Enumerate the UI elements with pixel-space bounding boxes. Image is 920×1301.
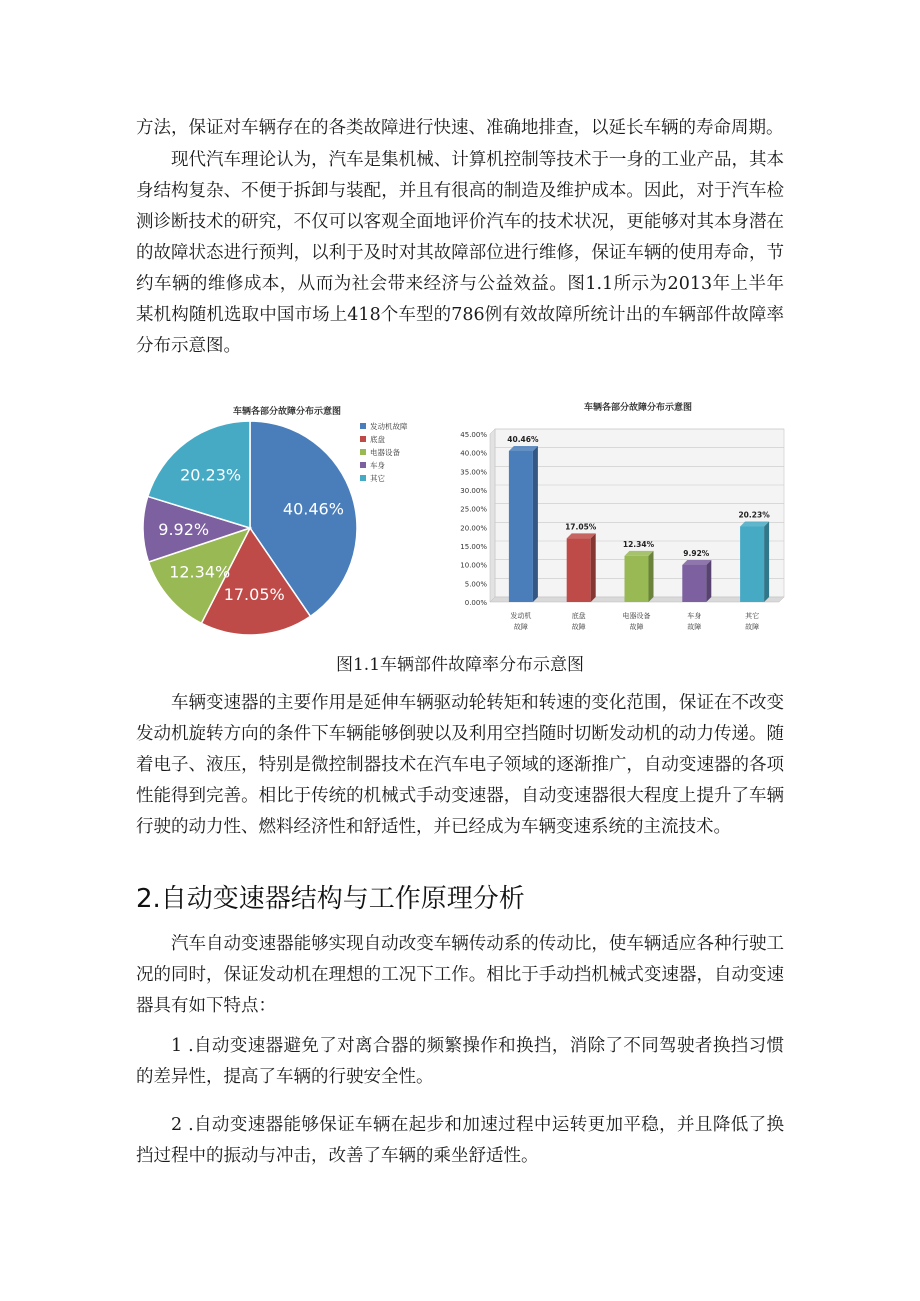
figure-caption: 图1.1车辆部件故障率分布示意图 — [335, 655, 585, 675]
bar-value-label: 17.05% — [565, 522, 597, 532]
bar-top — [740, 521, 769, 526]
x-tick-label: 其它 — [745, 612, 760, 620]
bar-top — [625, 551, 654, 556]
x-tick-label: 电器设备 — [622, 612, 651, 620]
x-tick-label: 故障 — [513, 623, 528, 631]
legend-label: 车身 — [370, 461, 385, 470]
legend-label: 电器设备 — [370, 448, 400, 457]
list-item-1: 1 .自动变速器避免了对离合器的频繁操作和换挡，消除了不同驾驶者换挡习惯的差异性，提高了车辆的行驶安全性。 — [136, 1036, 784, 1087]
plot-side-wall — [490, 429, 495, 602]
bar-value-label: 40.46% — [507, 434, 539, 444]
bar-side — [591, 533, 596, 602]
y-tick-label: 20.00% — [460, 524, 487, 533]
pie-slice-label: 17.05% — [223, 585, 285, 605]
legend-swatch — [360, 423, 366, 429]
bar — [509, 451, 533, 602]
bar-top — [682, 560, 711, 565]
bar-side — [706, 560, 711, 602]
legend-label: 其它 — [370, 474, 385, 483]
bar-side — [533, 446, 538, 602]
pie-chart — [132, 392, 408, 647]
x-tick-label: 发动机 — [510, 612, 532, 620]
paragraph-4: 汽车自动变速器能够实现自动改变车辆传动系的传动比，使车辆适应各种行驶工况的同时，保证发动机在理想的工况下工作。相比于手动挡机械式变速器，自动变速器具有如下特点： — [136, 934, 784, 1016]
y-tick-label: 5.00% — [464, 580, 487, 589]
pie-slice-label: 12.34% — [169, 562, 231, 582]
y-tick-label: 35.00% — [460, 468, 487, 477]
bar-chart — [448, 392, 790, 647]
y-tick-label: 0.00% — [464, 599, 487, 607]
y-tick-label: 45.00% — [460, 431, 487, 439]
legend-swatch — [360, 475, 366, 481]
x-tick-label: 故障 — [571, 623, 586, 631]
bar-value-label: 9.92% — [683, 548, 710, 558]
y-tick-label: 40.00% — [460, 449, 487, 458]
y-tick-label: 10.00% — [460, 561, 487, 570]
bar — [567, 538, 591, 602]
bar — [682, 565, 706, 602]
x-tick-label: 故障 — [687, 623, 702, 631]
pie-chart-title: 车辆各部分故障分布示意图 — [232, 407, 342, 417]
bar-side — [649, 551, 654, 602]
bar-value-label: 12.34% — [622, 539, 655, 549]
legend-label: 底盘 — [370, 435, 385, 444]
x-tick-label: 故障 — [745, 623, 760, 631]
bar-value-label: 20.23% — [738, 510, 770, 520]
x-tick-label: 车身 — [687, 612, 702, 620]
bar — [625, 556, 649, 602]
paragraph-3: 车辆变速器的主要作用是延伸车辆驱动轮转矩和转速的变化范围，保证在不改变发动机旋转方向的条件下车辆能够倒驶以及利用空挡随时切断发动机的动力传递。随着电子、液压，特别是微控制器技术在汽车电子领域的逐渐推广，自动变速器的各项性能得到完善。相比于传统的机械式手动变速器，自动变速器很大程度上提升了车辆行驶的动力性、燃料经济性和舒适性，并已经成为车辆变速系统的主流技术。 — [136, 693, 784, 837]
y-tick-label: 30.00% — [460, 487, 487, 495]
x-tick-label: 故障 — [629, 623, 644, 631]
bar-chart-title: 车辆各部分故障分布示意图 — [583, 403, 693, 413]
section-heading: 2.自动变速器结构与工作原理分析 — [136, 884, 525, 914]
pie-slice-label: 20.23% — [180, 465, 242, 485]
legend-swatch — [360, 436, 366, 442]
x-tick-label: 底盘 — [571, 612, 586, 620]
legend-label: 发动机故障 — [370, 422, 408, 431]
paragraph-2: 现代汽车理论认为，汽车是集机械、计算机控制等技术于一身的工业产品，其本身结构复杂、不便于拆卸与装配，并且有很高的制造及维护成本。因此，对于汽车检测诊断技术的研究，不仅可以客观全面地评价汽车的技术状况，更能够对其本身潜在的故障状态进行预判，以利于及时对其故障部位进行维修，保证车辆的使用寿命，节约车辆的维修成本，从而为社会带来经济与公益效益。图1.1所示为2013年上半年某机构随机选取中国市场上418个车型的786例有效故障所统计出的车辆部件故障率分布示意图。 — [136, 150, 784, 356]
y-tick-label: 25.00% — [460, 505, 487, 514]
list-item-2: 2 .自动变速器能够保证车辆在起步和加速过程中运转更加平稳，并且降低了换挡过程中的振动与冲击，改善了车辆的乘坐舒适性。 — [136, 1115, 784, 1166]
paragraph-1: 方法，保证对车辆存在的各类故障进行快速、准确地排查，以延长车辆的寿命周期。 — [136, 118, 784, 138]
bar-side — [764, 521, 769, 602]
pie-slice-label: 40.46% — [282, 499, 344, 519]
legend-swatch — [360, 449, 366, 455]
bar — [740, 526, 764, 602]
bar-top — [567, 533, 596, 538]
bar-top — [509, 446, 538, 451]
legend-swatch — [360, 462, 366, 468]
pie-slice-label: 9.92% — [158, 519, 210, 539]
y-tick-label: 15.00% — [460, 543, 487, 551]
